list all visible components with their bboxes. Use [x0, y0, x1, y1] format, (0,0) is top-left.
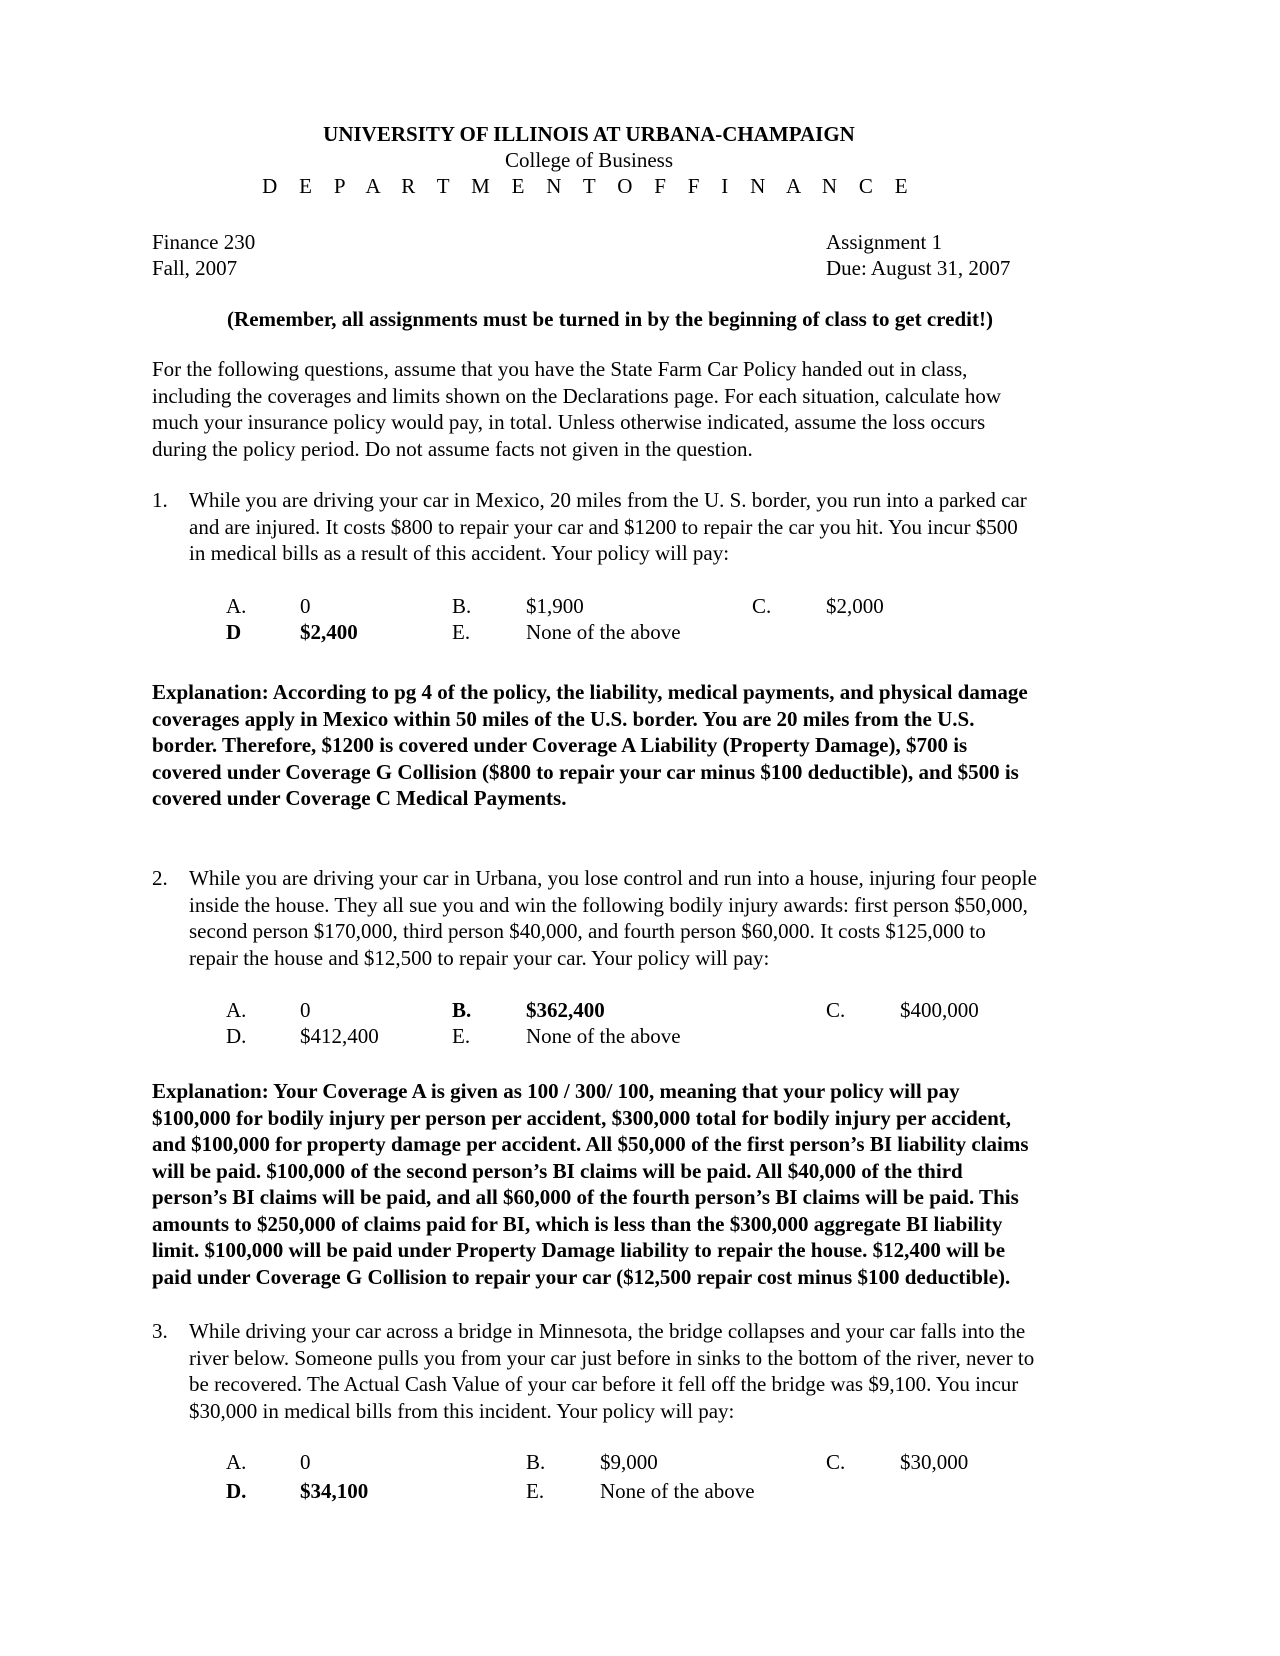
option-value: 0	[300, 594, 311, 618]
submission-reminder: (Remember, all assignments must be turned in by the beginning of class to get credit!)	[227, 307, 993, 331]
option-value: $412,400	[300, 1024, 379, 1048]
due-date: Due: August 31, 2007	[826, 256, 1011, 280]
option-letter: E.	[452, 620, 471, 644]
option-value: 0	[300, 998, 311, 1022]
question-text	[189, 865, 1149, 971]
option-letter: A.	[226, 998, 247, 1022]
intro-line: including the coverages and limits shown on the Declarations page. For each situation, calculate how	[152, 383, 1002, 408]
option-value: None of the above	[526, 620, 681, 644]
explanation-line: covered under Coverage C Medical Payments.	[152, 786, 567, 810]
course-term: Fall, 2007	[152, 256, 238, 280]
explanation-line: person’s BI claims will be paid, and all $60,000 of the fourth person’s BI claims will be paid. This	[152, 1185, 1019, 1209]
question-line: second person $170,000, third person $40,000, and fourth person $60,000. It costs $125,000 to	[189, 919, 986, 943]
option-value: 0	[300, 1450, 311, 1474]
option-letter-correct: D	[226, 620, 242, 644]
option-value: $2,000	[826, 594, 884, 618]
option-letter: A.	[226, 1450, 247, 1474]
option-letter-correct: D.	[226, 1479, 247, 1503]
question-text	[189, 487, 1149, 567]
option-letter: B.	[452, 594, 472, 618]
option-letter: A.	[226, 594, 247, 618]
option-value-correct: $362,400	[526, 998, 605, 1022]
department-name: D E P A R T M E N T O F F I N A N C E	[262, 174, 916, 198]
explanation-line: will be paid. $100,000 of the second person’s BI claims will be paid. All $40,000 of the third	[152, 1158, 963, 1183]
question-line: While you are driving your car in Urbana, you lose control and run into a house, injuring four people	[189, 866, 1037, 890]
option-value: $9,000	[600, 1450, 658, 1474]
option-letter: E.	[452, 1024, 471, 1048]
question-2-explanation	[152, 1078, 1132, 1290]
question-line: repair the house and $12,500 to repair your car. Your policy will pay:	[189, 945, 770, 970]
option-letter: C.	[752, 594, 772, 618]
explanation-line: Explanation: Your Coverage A is given as 100 / 300/ 100, meaning that your policy will pay	[152, 1079, 960, 1103]
university-name: UNIVERSITY OF ILLINOIS AT URBANA-CHAMPAIGN	[323, 122, 855, 146]
question-1-explanation	[152, 679, 1132, 812]
question-number: 3.	[152, 1319, 168, 1343]
explanation-line: paid under Coverage G Collision to repair your car ($12,500 repair cost minus $100 deductible).	[152, 1264, 1011, 1289]
question-line: and are injured. It costs $800 to repair your car and $1200 to repair the car you hit. You incur $500	[189, 514, 1018, 539]
intro-line: For the following questions, assume that you have the State Farm Car Policy handed out in class,	[152, 357, 968, 381]
option-value: $400,000	[900, 998, 979, 1022]
intro-paragraph	[152, 356, 1132, 462]
option-value-correct: $34,100	[300, 1479, 369, 1503]
question-line: inside the house. They all sue you and win the following bodily injury awards: first person $50,000,	[189, 892, 1028, 917]
explanation-line: Explanation: According to pg 4 of the policy, the liability, medical payments, and physical damage	[152, 680, 1028, 704]
question-number: 2.	[152, 866, 168, 890]
option-value: $1,900	[526, 594, 584, 618]
explanation-line: covered under Coverage G Collision ($800 to repair your car minus $100 deductible), and $500 is	[152, 759, 1019, 784]
explanation-line: limit. $100,000 will be paid under Property Damage liability to repair the house. $12,400 will be	[152, 1238, 1006, 1262]
option-letter: B.	[526, 1450, 546, 1474]
question-line: While driving your car across a bridge in Minnesota, the bridge collapses and your car falls into the	[189, 1319, 1026, 1343]
course-number: Finance 230	[152, 230, 256, 254]
option-letter: D.	[226, 1024, 247, 1048]
explanation-line: amounts to $250,000 of claims paid for BI, which is less than the $300,000 aggregate BI liability	[152, 1211, 1003, 1236]
question-line: be recovered. The Actual Cash Value of your car before it fell off the bridge was $9,100. You incur	[189, 1372, 1019, 1396]
option-letter: C.	[826, 1450, 846, 1474]
option-value: None of the above	[526, 1024, 681, 1048]
explanation-line: border. Therefore, $1200 is covered under Coverage A Liability (Property Damage), $700 is	[152, 733, 968, 757]
explanation-line: $100,000 for bodily injury per person per accident, $300,000 total for bodily injury per accident,	[152, 1105, 1012, 1130]
option-value: $30,000	[900, 1450, 969, 1474]
assignment-label: Assignment 1	[826, 230, 943, 254]
question-text	[189, 1318, 1149, 1424]
question-number: 1.	[152, 488, 168, 512]
option-value: None of the above	[600, 1479, 755, 1503]
option-value-correct: $2,400	[300, 620, 358, 644]
explanation-line: coverages apply in Mexico within 50 miles of the U.S. border. You are 20 miles from the U.S.	[152, 706, 975, 731]
intro-line: much your insurance policy would pay, in total. Unless otherwise indicated, assume the loss occurs	[152, 410, 986, 434]
explanation-line: and $100,000 for property damage per accident. All $50,000 of the first person’s BI liability claims	[152, 1132, 1029, 1156]
question-line: in medical bills as a result of this accident. Your policy will pay:	[189, 541, 730, 565]
question-line: $30,000 in medical bills from this incident. Your policy will pay:	[189, 1398, 735, 1423]
option-letter: C.	[826, 998, 846, 1022]
question-line: While you are driving your car in Mexico, 20 miles from the U. S. border, you run into a parked car	[189, 488, 1027, 512]
question-line: river below. Someone pulls you from your car just before in sinks to the bottom of the river, never to	[189, 1345, 1035, 1370]
option-letter: E.	[526, 1479, 545, 1503]
intro-line: during the policy period. Do not assume facts not given in the question.	[152, 436, 753, 461]
college-name: College of Business	[505, 148, 673, 172]
option-letter-correct: B.	[452, 998, 472, 1022]
